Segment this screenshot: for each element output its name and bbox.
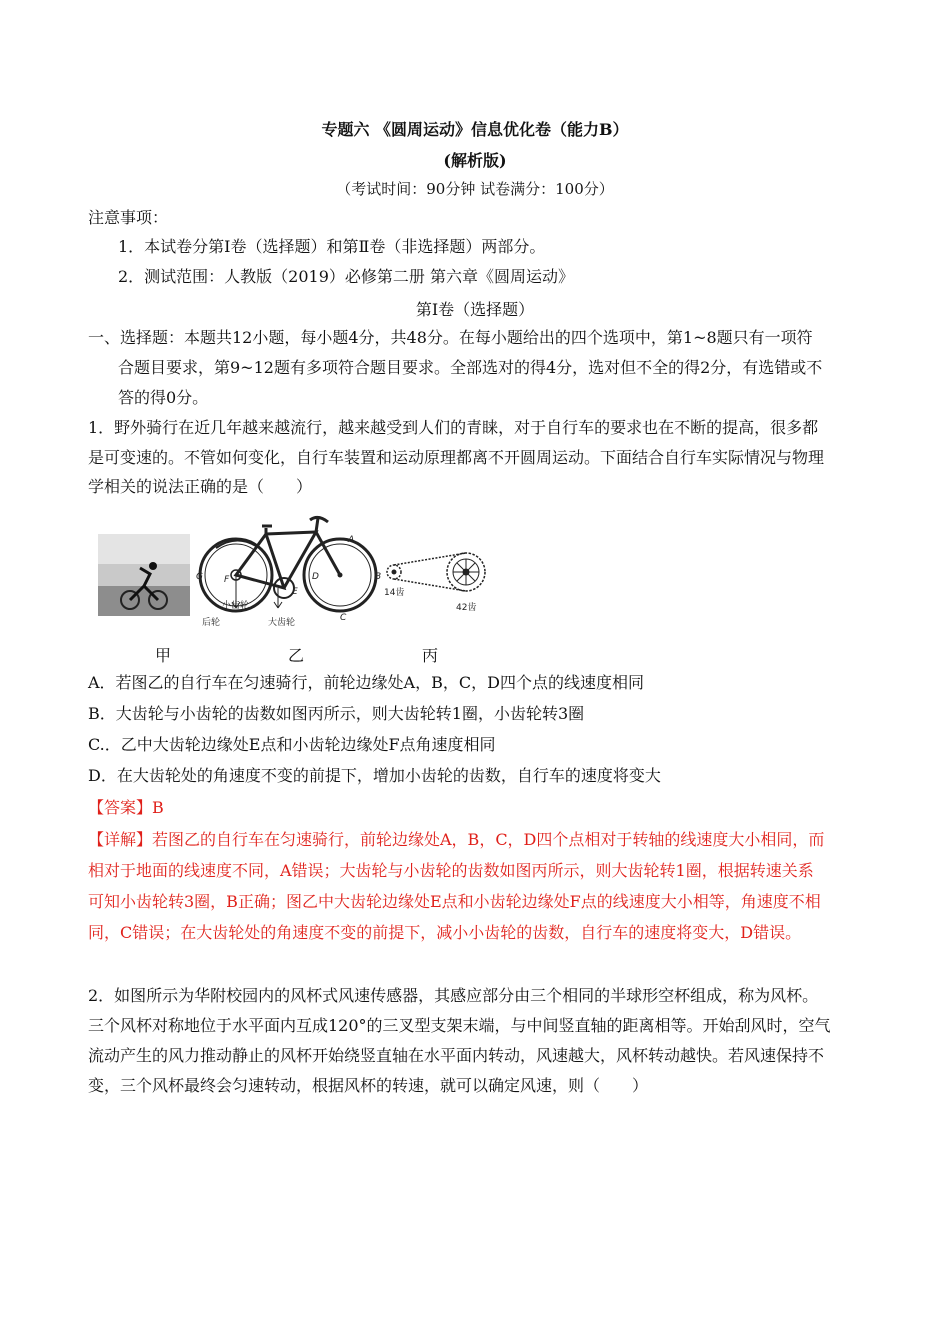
section-title: 第Ⅰ卷（选择题） (415, 300, 535, 319)
q1-stem: 学相关的说法正确的是（ ） (88, 477, 313, 496)
notice-heading: 注意事项： (88, 208, 169, 227)
exam-info: （考试时间：90分钟 试卷满分：100分） (336, 180, 614, 198)
q1-option-a: A．若图乙的自行车在匀速骑行，前轮边缘处A，B，C，D四个点的线速度相同 (88, 673, 644, 692)
q2-stem: 三个风杯对称地位于水平面内互成120°的三叉型支架末端，与中间竖直轴的距离相等。开始刮风时，空气 (88, 1016, 831, 1035)
rear-wheel-label: 后轮 (202, 618, 221, 628)
page-subtitle: (解析版) (443, 151, 507, 170)
q1-figure (96, 508, 516, 640)
section-instructions: 合题目要求，第9~12题有多项符合题目要求。全部选对的得4分，选对但不全的得2分，有选错或不 (118, 358, 823, 377)
figure-caption-bing: 丙 (422, 646, 439, 665)
page-title: 专题六 《圆周运动》信息优化卷（能力B） (321, 120, 629, 139)
q1-explanation: 可知小齿轮转3圈，B正确；图乙中大齿轮边缘处E点和小齿轮边缘处F点的线速度大小相等，角速度不相 (88, 892, 821, 911)
point-label-f: F (224, 575, 230, 585)
figure-caption-jia: 甲 (155, 646, 172, 665)
chain-drive-diagram (387, 553, 485, 591)
q1-option-c: C.．乙中大齿轮边缘处E点和小齿轮边缘处F点角速度相同 (88, 735, 496, 754)
q2-stem: 流动产生的风力推动静止的风杯开始绕竖直轴在水平面内转动，风速越大，风杯转动越快。若风速保持不 (88, 1046, 825, 1065)
notice-item: 1．本试卷分第Ⅰ卷（选择题）和第Ⅱ卷（非选择题）两部分。 (118, 237, 546, 256)
q1-option-b: B．大齿轮与小齿轮的齿数如图丙所示，则大齿轮转1圈，小齿轮转3圈 (88, 704, 585, 723)
bicycle-diagram (200, 517, 376, 611)
section-instructions: 一、选择题：本题共12小题，每小题4分，共48分。在每小题给出的四个选项中，第1~8题只有一项符 (88, 328, 813, 347)
small-gear-label: 小齿轮 (222, 601, 250, 611)
teeth-42-label: 42齿 (456, 603, 477, 613)
q1-option-d: D．在大齿轮处的角速度不变的前提下，增加小齿轮的齿数，自行车的速度将变大 (88, 766, 661, 785)
section-instructions: 答的得0分。 (118, 388, 209, 407)
q2-stem: 2．如图所示为华附校园内的风杯式风速传感器，其感应部分由三个相同的半球形空杯组成，称为风杯。 (88, 986, 819, 1005)
point-label-g: G (196, 572, 203, 582)
point-label-b: B (375, 572, 382, 582)
point-label-e: E (292, 587, 298, 597)
teeth-14-label: 14齿 (384, 588, 405, 598)
cyclist-photo (98, 534, 190, 616)
point-label-d: D (312, 572, 319, 582)
point-label-c: C (340, 613, 347, 623)
q1-explanation: 【详解】若图乙的自行车在匀速骑行，前轮边缘处A，B，C，D四个点相对于转轴的线速度大小相同，而 (88, 830, 825, 849)
figure-caption-yi: 乙 (288, 646, 305, 665)
q1-explanation: 同，C错误；在大齿轮处的角速度不变的前提下，减小小齿轮的齿数，自行车的速度将变大，D错误。 (88, 923, 802, 942)
q1-stem: 是可变速的。不管如何变化，自行车装置和运动原理都离不开圆周运动。下面结合自行车实际情况与物理 (88, 448, 825, 467)
notice-item: 2．测试范围：人教版（2019）必修第二册 第六章《圆周运动》 (118, 267, 574, 286)
q1-stem: 1．野外骑行在近几年越来越流行，越来越受到人们的青睐，对于自行车的要求也在不断的提高，很多都 (88, 418, 819, 437)
q2-stem: 变，三个风杯最终会匀速转动，根据风杯的转速，就可以确定风速，则（ ） (88, 1076, 649, 1095)
q1-answer: 【答案】B (88, 798, 164, 817)
big-gear-label: 大齿轮 (268, 618, 296, 628)
q1-explanation: 相对于地面的线速度不同，A错误；大齿轮与小齿轮的齿数如图丙所示，则大齿轮转1圈，根据转速关系 (88, 861, 814, 880)
point-label-a: A (348, 535, 355, 545)
